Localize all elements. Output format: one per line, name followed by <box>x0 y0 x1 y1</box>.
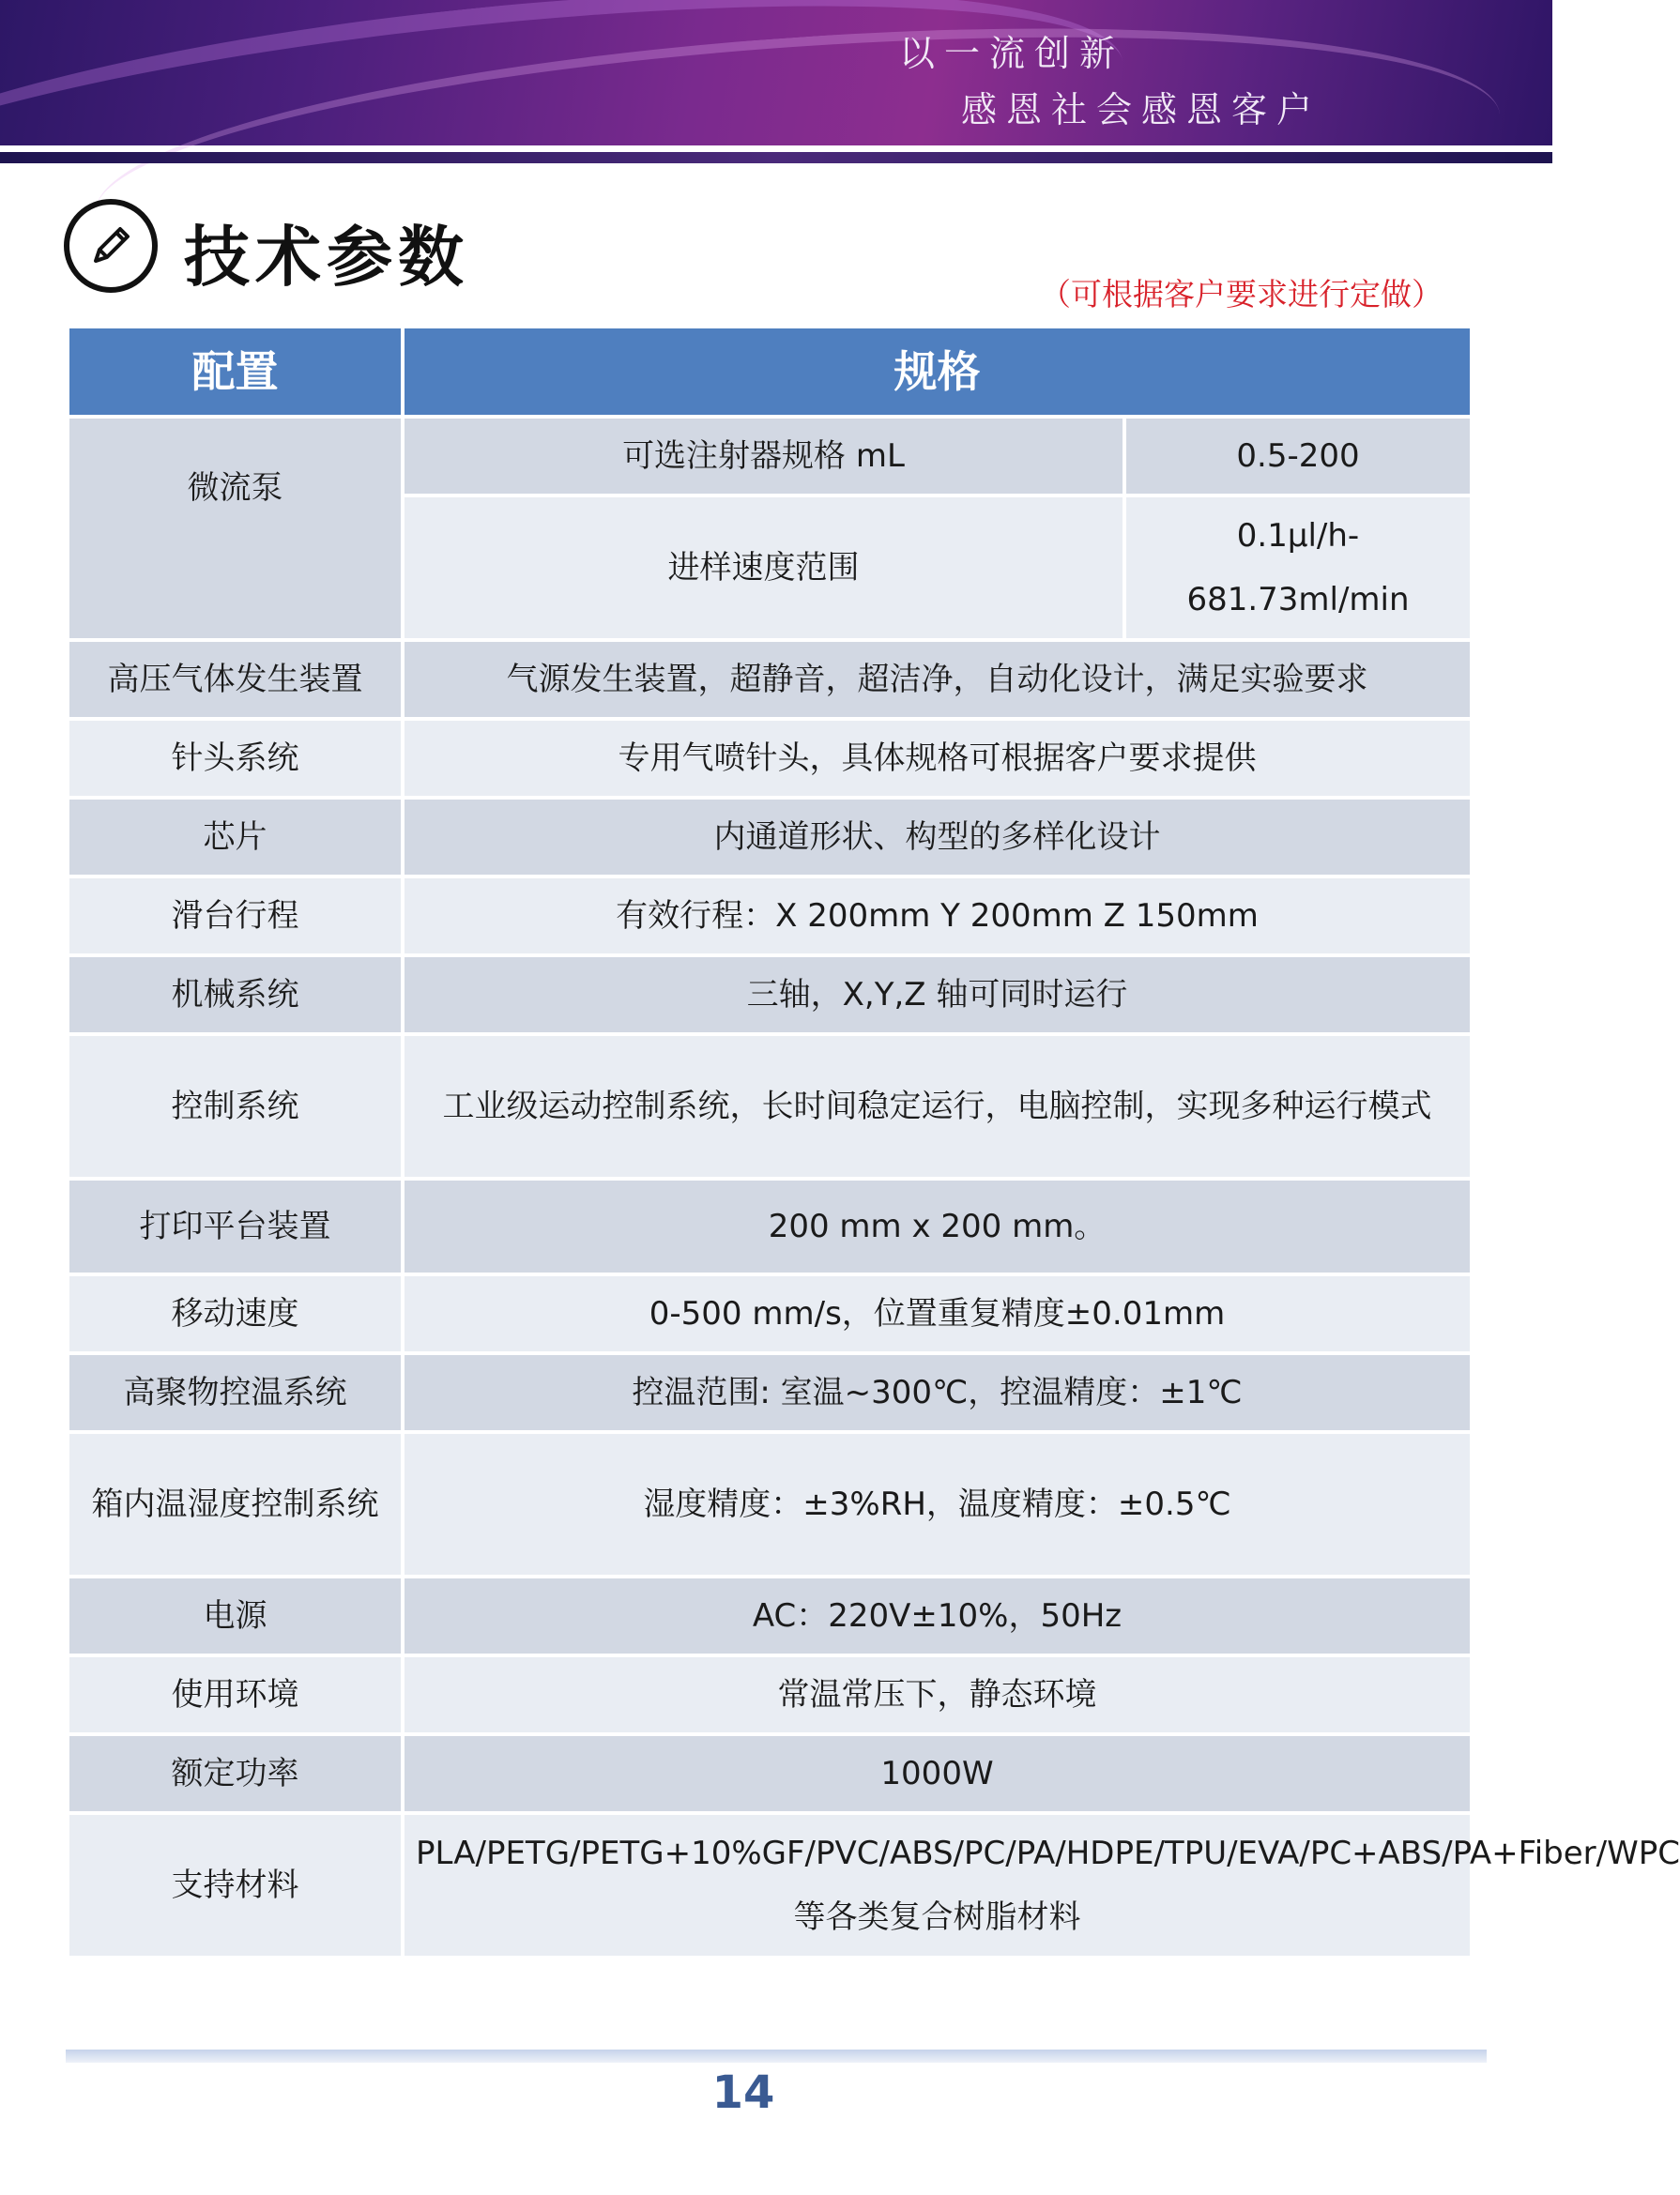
row-value: 有效行程：X 200mm Y 200mm Z 150mm <box>403 876 1472 955</box>
footer-divider <box>66 2050 1487 2063</box>
row-label: 滑台行程 <box>68 876 403 955</box>
cell-syringe-value: 0.5-200 <box>1124 417 1472 495</box>
row-value: 气源发生装置，超静音，超洁净，自动化设计，满足实验要求 <box>403 640 1472 719</box>
header-banner <box>0 0 1552 145</box>
row-value: 湿度精度：±3%RH，温度精度：±0.5℃ <box>403 1432 1472 1577</box>
header-config: 配置 <box>68 327 403 417</box>
cell-speed-label: 进样速度范围 <box>403 495 1124 640</box>
table-row <box>68 719 1472 798</box>
table-row <box>68 1655 1472 1734</box>
row-label: 机械系统 <box>68 955 403 1034</box>
banner-divider <box>0 152 1552 163</box>
row-value: 常温常压下，静态环境 <box>403 1655 1472 1734</box>
cell-syringe-label: 可选注射器规格 mL <box>403 417 1124 495</box>
table-row <box>68 417 1472 495</box>
table-row <box>68 1353 1472 1432</box>
table-row <box>68 640 1472 719</box>
table-row <box>68 1179 1472 1274</box>
row-label: 箱内温湿度控制系统 <box>68 1432 403 1577</box>
customization-note: （可根据客户要求进行定做） <box>1040 276 1443 312</box>
row-value: 1000W <box>403 1734 1472 1813</box>
row-label: 打印平台装置 <box>68 1179 403 1274</box>
table-row <box>68 1034 1472 1179</box>
row-value: 控温范围: 室温~300℃，控温精度：±1℃ <box>403 1353 1472 1432</box>
cell-speed-value <box>1124 495 1472 640</box>
speed-value-line1: 0.1μl/h- <box>1236 517 1360 555</box>
table-header-row <box>68 327 1472 417</box>
row-value: 内通道形状、构型的多样化设计 <box>403 798 1472 876</box>
speed-value-line2: 681.73ml/min <box>1186 581 1410 618</box>
row-value: 工业级运动控制系统，长时间稳定运行，电脑控制，实现多种运行模式 <box>403 1034 1472 1179</box>
row-label: 移动速度 <box>68 1274 403 1353</box>
row-value: 0-500 mm/s，位置重复精度±0.01mm <box>403 1274 1472 1353</box>
row-value: 三轴，X,Y,Z 轴可同时运行 <box>403 955 1472 1034</box>
row-label: 微流泵 <box>68 417 403 640</box>
row-label: 芯片 <box>68 798 403 876</box>
page-number: 14 <box>711 2066 775 2119</box>
table-row <box>68 955 1472 1034</box>
spec-table <box>66 325 1680 1959</box>
table-row <box>68 876 1472 955</box>
banner-slogan-line2: 感恩社会感恩客户 <box>961 89 1322 130</box>
row-value: AC：220V±10%，50Hz <box>403 1577 1472 1655</box>
table-row <box>68 798 1472 876</box>
banner-slogan-line1: 以一流创新 <box>899 33 1125 74</box>
row-value: PLA/PETG/PETG+10%GF/PVC/ABS/PC/PA/HDPE/TPU/EVA/PC+ABS/PA+Fiber/WPC 等各类复合树脂材料 <box>403 1813 1472 1958</box>
table-row <box>68 1813 1472 1958</box>
row-label: 额定功率 <box>68 1734 403 1813</box>
table-row <box>68 1734 1472 1813</box>
section-title: 技术参数 <box>184 218 469 296</box>
row-label: 使用环境 <box>68 1655 403 1734</box>
row-value: 200 mm x 200 mm。 <box>403 1179 1472 1274</box>
row-label: 电源 <box>68 1577 403 1655</box>
table-row <box>68 1432 1472 1577</box>
table-row <box>68 1274 1472 1353</box>
row-label: 支持材料 <box>68 1813 403 1958</box>
row-label: 控制系统 <box>68 1034 403 1179</box>
header-spec: 规格 <box>403 327 1472 417</box>
row-value: 专用气喷针头，具体规格可根据客户要求提供 <box>403 719 1472 798</box>
row-label: 针头系统 <box>68 719 403 798</box>
table-row <box>68 1577 1472 1655</box>
row-label: 高聚物控温系统 <box>68 1353 403 1432</box>
pencil-icon <box>64 199 158 293</box>
row-label: 高压气体发生装置 <box>68 640 403 719</box>
